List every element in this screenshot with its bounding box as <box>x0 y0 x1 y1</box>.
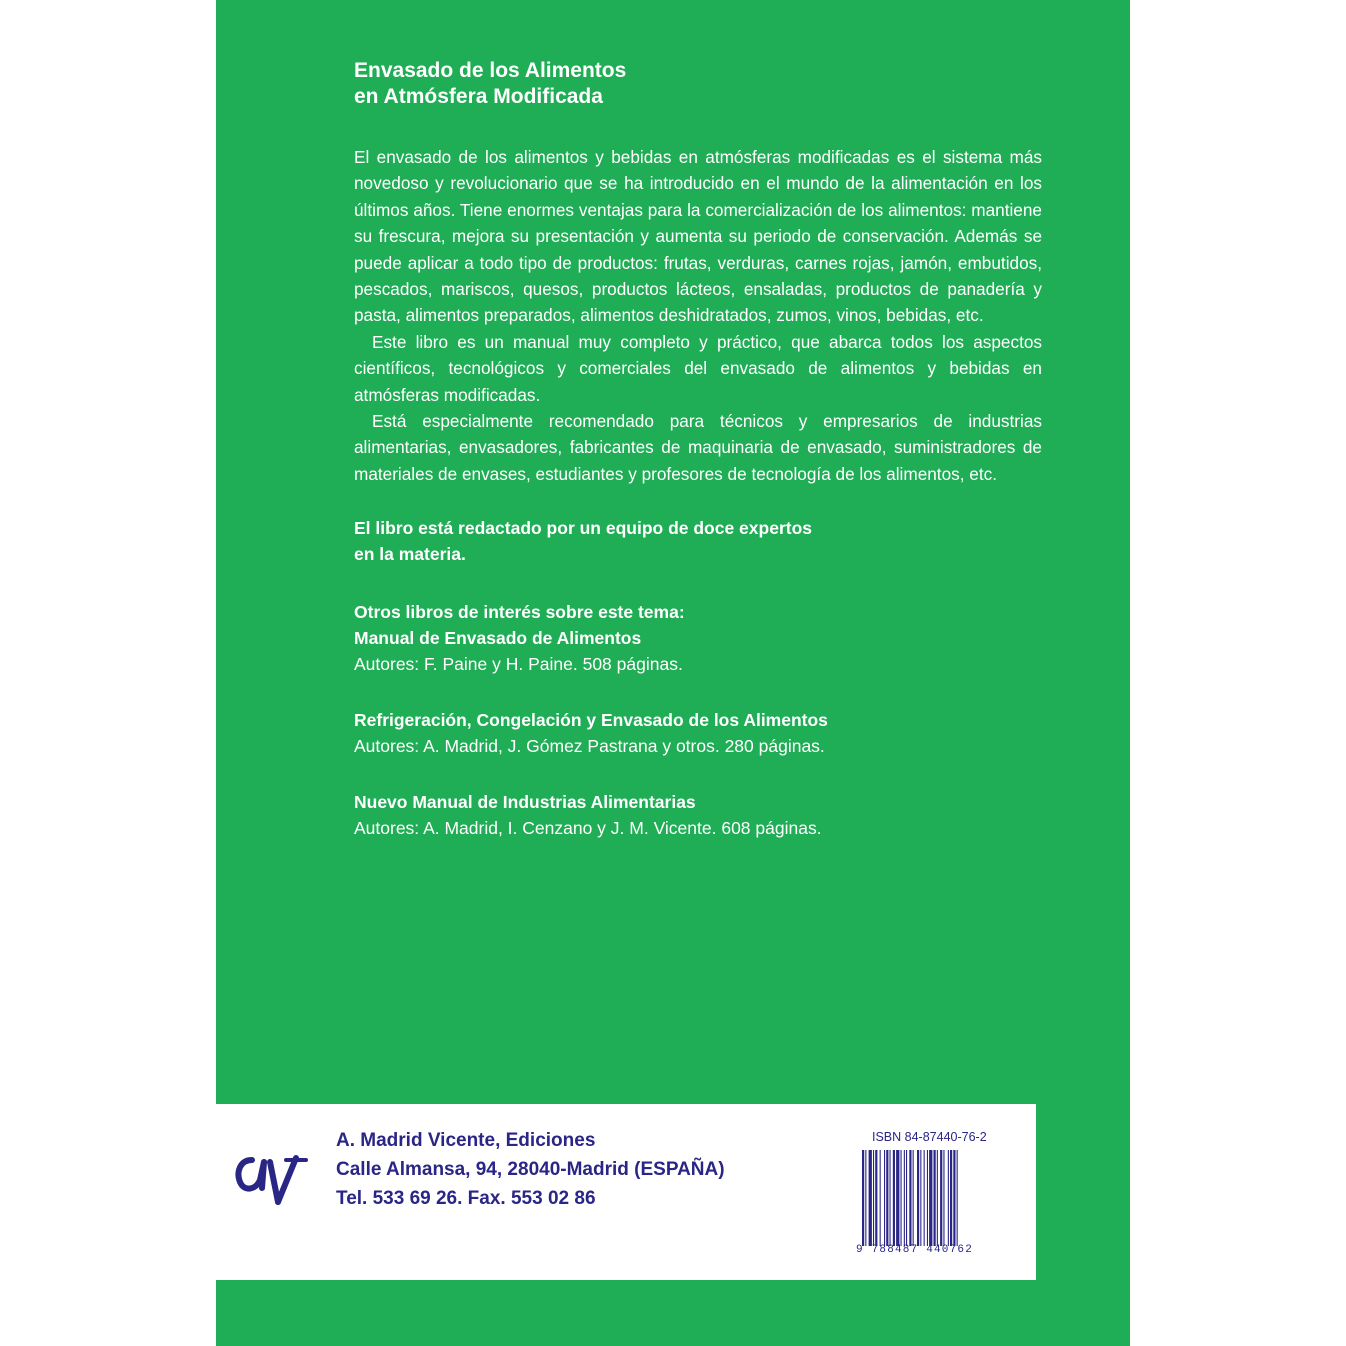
barcode-bar <box>909 1150 911 1246</box>
related-book <box>354 789 1042 841</box>
barcode-bar <box>929 1150 932 1246</box>
barcode-bar <box>957 1150 958 1246</box>
publisher-logo-icon <box>232 1142 316 1206</box>
description-paragraph-3: Está especialmente recomendado para técnicos y empresarios de industrias alimentarias, envasadores, fabricantes de maquinaria de envasado, suministradores de materiales de envases, estudiantes y profesores de tecnología de los alimentos, etc. <box>354 411 1042 484</box>
isbn-label: ISBN 84-87440-76-2 <box>872 1130 987 1144</box>
related-book-title: Nuevo Manual de Industrias Alimentarias <box>354 792 696 813</box>
related-book-title: Refrigeración, Congelación y Envasado de los Alimentos <box>354 710 828 731</box>
publisher-panel <box>216 1104 1036 1280</box>
barcode-bar <box>890 1150 891 1246</box>
description <box>354 144 1042 487</box>
related-books-heading: Otros libros de interés sobre este tema: <box>354 602 685 623</box>
barcode-bar <box>934 1150 936 1246</box>
related-book-title: Manual de Envasado de Alimentos <box>354 628 642 649</box>
barcode-bar <box>924 1150 925 1246</box>
description-paragraph-1: El envasado de los alimentos y bebidas en atmósferas modificadas es el sistema más novedoso y revolucionario que se ha introducido en el mundo de la alimentación en los últimos años. Tiene enormes ventajas para la comercialización de los alimentos: mantiene su frescura, mejora su presentación y aumenta su periodo de conservación. Además se puede aplicar a todo tipo de productos: frutas, verduras, carnes rojas, jamón, embutidos, pescados, mariscos, quesos, productos lácteos, ensaladas, productos de panadería y pasta, alimentos preparados, alimentos deshidratados, zumos, vinos, bebidas, etc. <box>354 147 1042 326</box>
barcode-bar <box>893 1150 895 1246</box>
cover-content <box>354 58 1042 871</box>
authors-note-line-2: en la materia. <box>354 544 466 565</box>
related-book <box>354 707 1042 759</box>
related-books <box>354 599 1042 841</box>
book-title-line-1: Envasado de los Alimentos <box>354 59 627 82</box>
barcode-number: 9 788487 440762 <box>856 1244 974 1256</box>
barcode-icon <box>858 1150 1006 1246</box>
publisher-address: Calle Almansa, 94, 28040-Madrid (ESPAÑA) <box>336 1159 725 1180</box>
barcode-bar <box>917 1150 919 1246</box>
publisher-phone: Tel. 533 69 26. Fax. 553 02 86 <box>336 1188 596 1209</box>
barcode-bar <box>901 1150 902 1246</box>
book-title-line-2: en Atmósfera Modificada <box>354 85 603 108</box>
description-paragraph-2: Este libro es un manual muy completo y práctico, que abarca todos los aspectos científicos, tecnológicos y comerciales del envasado de alimentos y bebidas en atmósferas modificadas. <box>354 331 1042 405</box>
authors-note-line-1: El libro está redactado por un equipo de doce expertos <box>354 518 813 539</box>
barcode-bar <box>884 1150 885 1246</box>
barcode-bar <box>937 1150 938 1246</box>
barcode-bar <box>880 1150 881 1246</box>
barcode-bar <box>906 1150 907 1246</box>
publisher-info <box>336 1126 725 1213</box>
barcode-bar <box>927 1150 928 1246</box>
barcode-bar <box>865 1150 866 1246</box>
barcode-bar <box>886 1150 888 1246</box>
related-book-authors: Autores: A. Madrid, J. Gómez Pastrana y otros. 280 páginas. <box>354 736 825 757</box>
barcode-bar <box>875 1150 877 1246</box>
barcode-bar <box>940 1150 942 1246</box>
barcode-bar <box>873 1150 874 1246</box>
related-book-authors: Autores: A. Madrid, I. Cenzano y J. M. Vicente. 608 páginas. <box>354 818 822 839</box>
barcode-bar <box>913 1150 914 1246</box>
barcode-bar <box>948 1150 949 1246</box>
related-book <box>354 625 1042 677</box>
authors-note <box>354 515 1042 567</box>
isbn-block <box>856 1116 1006 1264</box>
barcode-bar <box>953 1150 955 1246</box>
book-title <box>354 58 1042 110</box>
barcode-bar <box>869 1150 872 1246</box>
barcode-bar <box>950 1150 952 1246</box>
related-book-authors: Autores: F. Paine y H. Paine. 508 páginas. <box>354 654 683 675</box>
barcode-bar <box>920 1150 921 1246</box>
barcode-bar <box>943 1150 944 1246</box>
barcode-bar <box>896 1150 899 1246</box>
barcode-bar <box>904 1150 905 1246</box>
publisher-name: A. Madrid Vicente, Ediciones <box>336 1130 596 1151</box>
barcode-bar <box>862 1150 864 1246</box>
